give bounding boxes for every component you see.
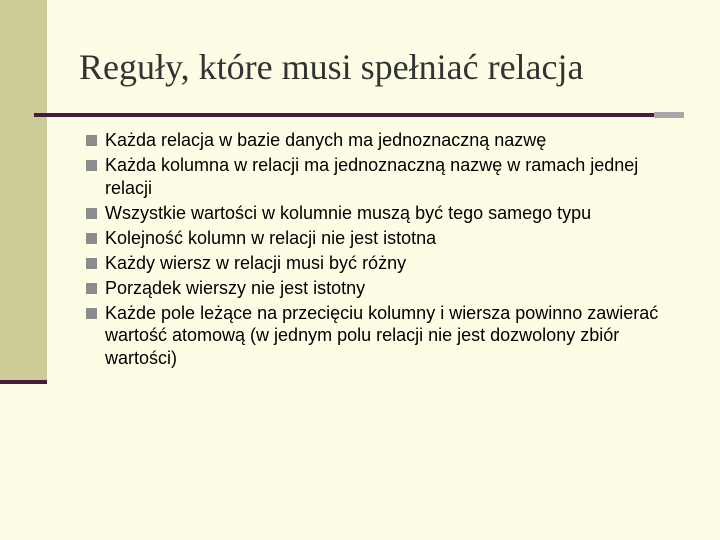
bullet-item: [86, 277, 686, 300]
square-bullet-icon: [86, 308, 97, 319]
bullet-text: Każdy wiersz w relacji musi być różny: [105, 252, 407, 273]
square-bullet-icon: [86, 233, 97, 244]
title-divider-end: [654, 112, 684, 118]
side-bar-divider: [0, 380, 47, 384]
square-bullet-icon: [86, 258, 97, 269]
bullet-text: Porządek wierszy nie jest istotny: [105, 277, 366, 298]
bullet-text: Każda kolumna w relacji ma jednoznaczną nazwę w ramach jednej relacji: [105, 155, 639, 198]
bullet-item: [86, 252, 686, 275]
slide-title: Reguły, które musi spełniać relacja: [79, 47, 584, 87]
bullet-text: Kolejność kolumn w relacji nie jest istotna: [105, 227, 437, 248]
slide-side-bar: [0, 0, 47, 383]
bullet-list: [86, 129, 686, 372]
square-bullet-icon: [86, 135, 97, 146]
bullet-item: [86, 129, 686, 152]
bullet-item: [86, 154, 686, 199]
bullet-text: Każde pole leżące na przecięciu kolumny i wiersza powinno zawierać wartość atomową (w jednym polu relacji nie jest dozwolony zbiór wartości): [105, 302, 659, 368]
bullet-item: [86, 202, 686, 225]
bullet-text: Wszystkie wartości w kolumnie muszą być tego samego typu: [105, 202, 592, 223]
square-bullet-icon: [86, 160, 97, 171]
title-divider: [34, 113, 654, 117]
bullet-item: [86, 302, 686, 370]
square-bullet-icon: [86, 283, 97, 294]
square-bullet-icon: [86, 208, 97, 219]
bullet-item: [86, 227, 686, 250]
bullet-text: Każda relacja w bazie danych ma jednoznaczną nazwę: [105, 130, 547, 150]
